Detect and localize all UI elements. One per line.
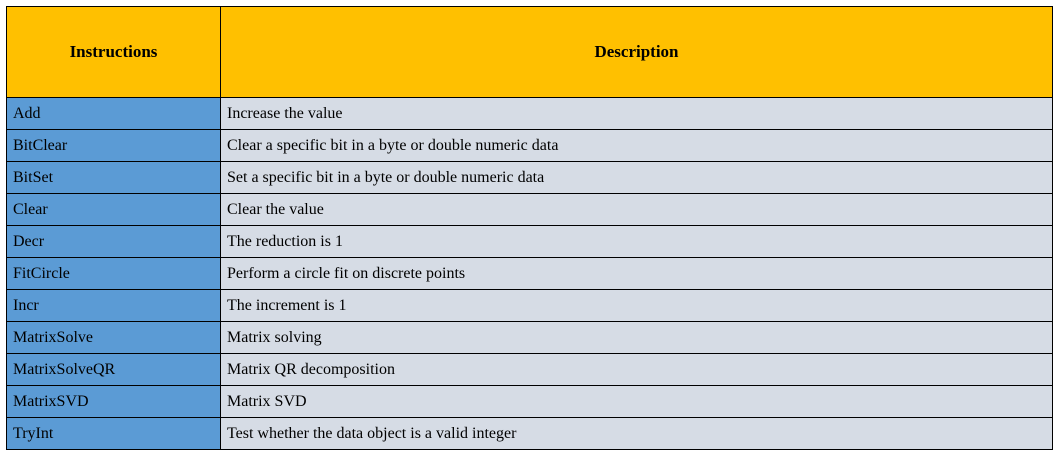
instruction-name: MatrixSolve bbox=[7, 322, 221, 354]
instruction-description: The increment is 1 bbox=[221, 290, 1053, 322]
instruction-description: Set a specific bit in a byte or double numeric data bbox=[221, 162, 1053, 194]
table-header-row bbox=[7, 7, 1053, 98]
instruction-description: Perform a circle fit on discrete points bbox=[221, 258, 1053, 290]
instruction-name: BitSet bbox=[7, 162, 221, 194]
table-row bbox=[7, 130, 1053, 162]
instruction-description: Matrix SVD bbox=[221, 386, 1053, 418]
table-row bbox=[7, 258, 1053, 290]
header-description: Description bbox=[221, 7, 1053, 98]
table-row bbox=[7, 194, 1053, 226]
instructions-table bbox=[6, 6, 1053, 450]
instruction-name: Decr bbox=[7, 226, 221, 258]
table-body bbox=[7, 98, 1053, 450]
instruction-name: Incr bbox=[7, 290, 221, 322]
instruction-description: Increase the value bbox=[221, 98, 1053, 130]
instruction-name: Clear bbox=[7, 194, 221, 226]
instruction-description: Clear the value bbox=[221, 194, 1053, 226]
table-row bbox=[7, 386, 1053, 418]
instruction-description: Clear a specific bit in a byte or double numeric data bbox=[221, 130, 1053, 162]
instruction-name: Add bbox=[7, 98, 221, 130]
table-row bbox=[7, 98, 1053, 130]
instruction-description: The reduction is 1 bbox=[221, 226, 1053, 258]
table-row bbox=[7, 226, 1053, 258]
instructions-table-container bbox=[6, 6, 1053, 450]
instruction-name: TryInt bbox=[7, 418, 221, 450]
table-row bbox=[7, 354, 1053, 386]
table-row bbox=[7, 418, 1053, 450]
table-row bbox=[7, 322, 1053, 354]
instruction-name: MatrixSVD bbox=[7, 386, 221, 418]
instruction-name: MatrixSolveQR bbox=[7, 354, 221, 386]
instruction-description: Matrix solving bbox=[221, 322, 1053, 354]
instruction-name: BitClear bbox=[7, 130, 221, 162]
table-row bbox=[7, 162, 1053, 194]
instruction-name: FitCircle bbox=[7, 258, 221, 290]
table-row bbox=[7, 290, 1053, 322]
header-instructions: Instructions bbox=[7, 7, 221, 98]
instruction-description: Matrix QR decomposition bbox=[221, 354, 1053, 386]
instruction-description: Test whether the data object is a valid integer bbox=[221, 418, 1053, 450]
